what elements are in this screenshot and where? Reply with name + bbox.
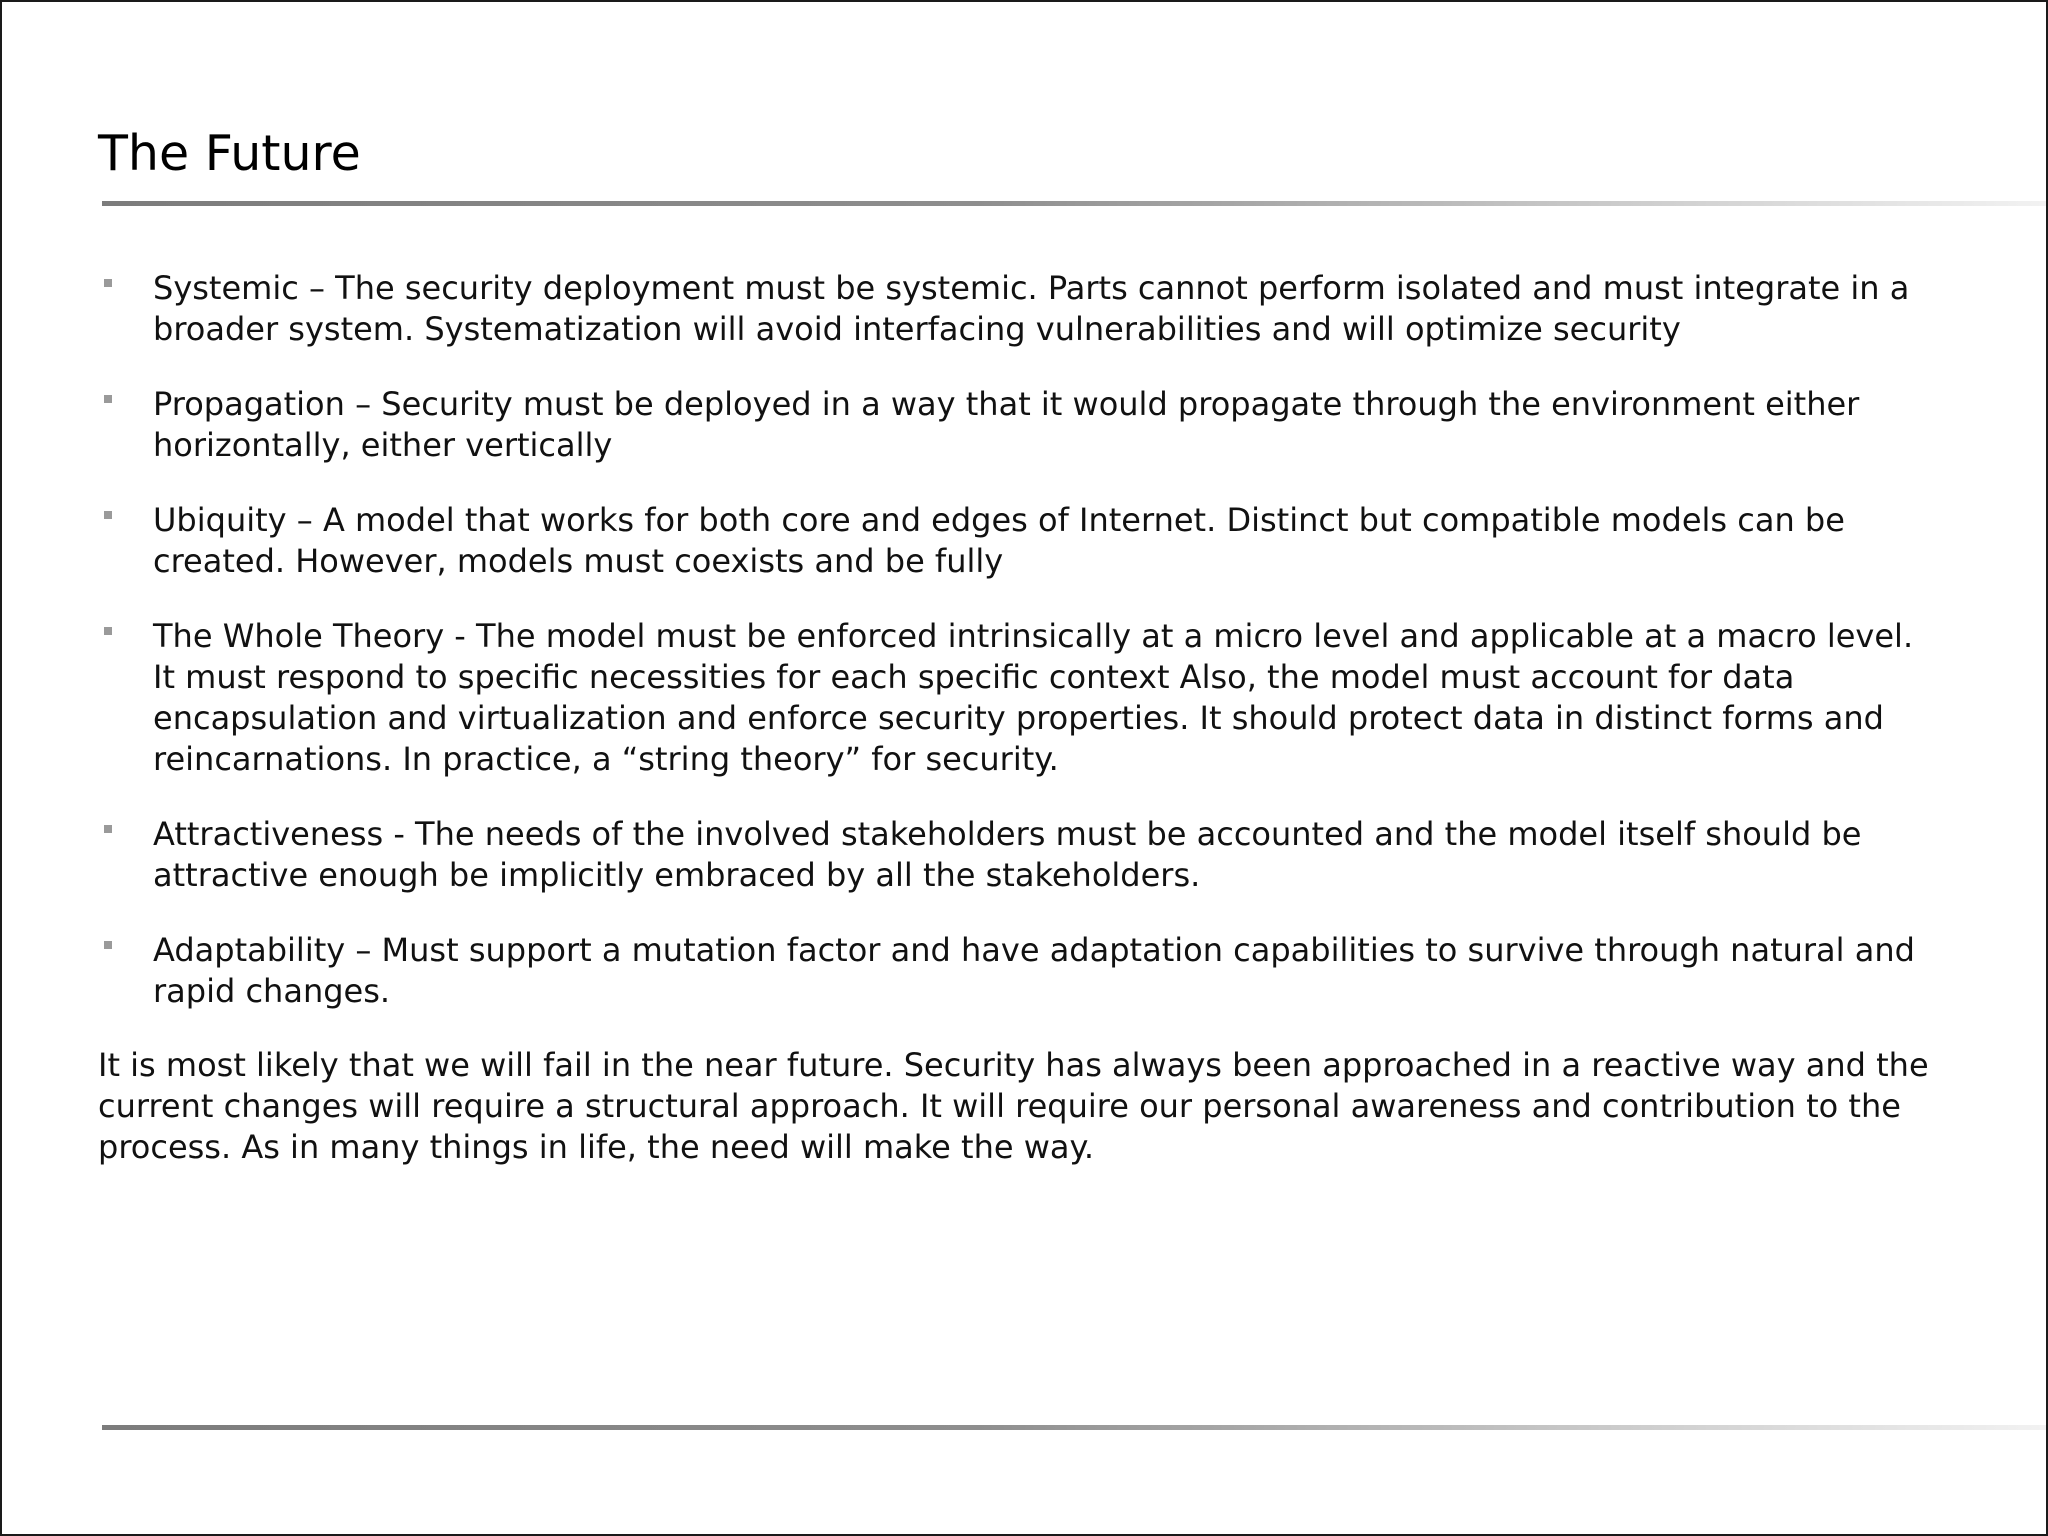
square-bullet-icon [104, 627, 112, 635]
slide-title: The Future [98, 125, 361, 182]
bullet-text: The Whole Theory - The model must be enforced intrinsically at a micro level and applicable at a macro level. It must respond to specific necessities for each specific context Also, the model must account for data encapsulation and virtualization and enforce security properties. It should protect data in distinct forms and reincarnations. In practice, a “string theory” for security. [153, 617, 1914, 778]
bullet-text: Propagation – Security must be deployed in a way that it would propagate through the environment either horizontally, either vertically [153, 385, 1860, 464]
bullet-item-propagation [102, 384, 1942, 466]
bullet-item-attractiveness [102, 814, 1942, 896]
square-bullet-icon [104, 825, 112, 833]
square-bullet-icon [104, 395, 112, 403]
title-divider [102, 201, 2046, 206]
bullet-item-adaptability [102, 930, 1942, 1012]
bullet-text: Ubiquity – A model that works for both core and edges of Internet. Distinct but compatible models can be created. However, models must coexists and be fully [153, 501, 1845, 580]
square-bullet-icon [104, 279, 112, 287]
footer-divider [102, 1425, 2046, 1430]
bullet-text: Attractiveness - The needs of the involved stakeholders must be accounted and the model itself should be attractive enough be implicitly embraced by all the stakeholders. [153, 815, 1862, 894]
bullet-item-whole-theory [102, 616, 1942, 780]
bullet-item-ubiquity [102, 500, 1942, 582]
closing-paragraph: It is most likely that we will fail in the near future. Security has always been approached in a reactive way and the current changes will require a structural approach. It will require our personal awareness and contribution to the process. As in many things in life, the need will make the way. [98, 1046, 1929, 1166]
square-bullet-icon [104, 941, 112, 949]
bullet-item-systemic [102, 268, 1942, 350]
bullet-list [102, 268, 1942, 1046]
bullet-text: Adaptability – Must support a mutation factor and have adaptation capabilities to survive through natural and rapid changes. [153, 931, 1915, 1010]
square-bullet-icon [104, 511, 112, 519]
bullet-text: Systemic – The security deployment must be systemic. Parts cannot perform isolated and must integrate in a broader system. Systematization will avoid interfacing vulnerabilities and will optimize security [153, 269, 1910, 348]
